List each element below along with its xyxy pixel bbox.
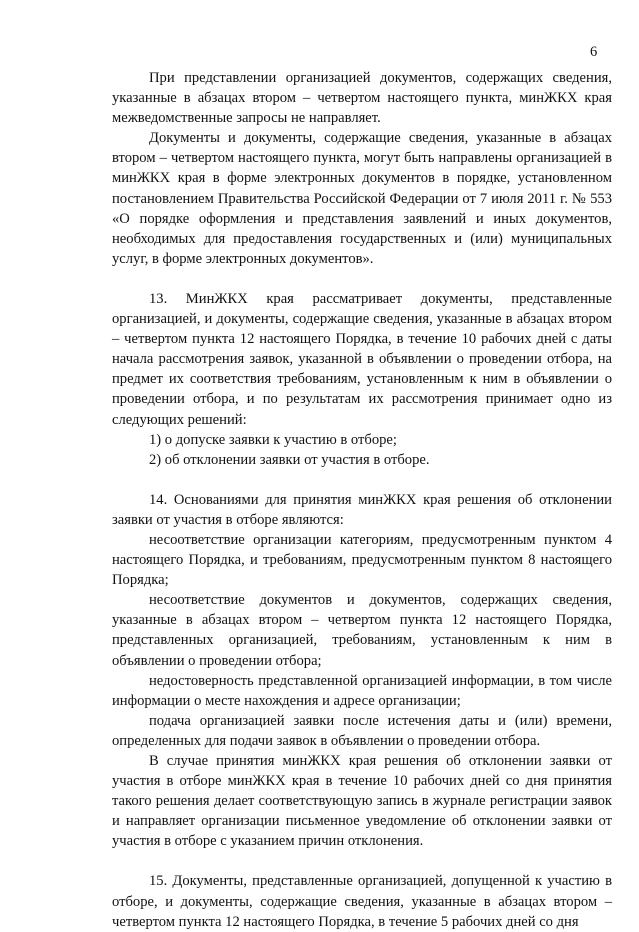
- paragraph: В случае принятия минЖКХ края решения об отклонении заявки от участия в отборе минЖКХ края в течение 10 рабочих дней со дня принятия такого решения делает соответствующую запись в журнале регистрации заявок и направляет организации письменное уведомление об отклонении заявки от участия в отборе с указанием причин отклонения.: [112, 753, 612, 850]
- section-gap: [112, 851, 612, 871]
- document-body: [112, 68, 612, 932]
- list-item: 1) о допуске заявки к участию в отборе;: [149, 431, 397, 448]
- paragraph: Документы и документы, содержащие сведения, указанные в абзацах втором – четвертом настоящего пункта, могут быть направлены организацией в минЖКХ края в форме электронных документов в порядке, установленном постановлением Правительства Российской Федерации от 7 июля 2011 г. № 553 «О порядке оформления и представления заявлений и иных документов, необходимых для предоставления государственных и (или) муниципальных услуг, в форме электронных документов».: [112, 130, 612, 267]
- paragraph: 15. Документы, представленные организацией, допущенной к участию в отборе, и документы, содержащие сведения, указанные в абзацах втором – четвертом пункта 12 настоящего Порядка, в течение 5 рабочих дней со дня: [112, 873, 612, 930]
- paragraph: 13. МинЖКХ края рассматривает документы, представленные организацией, и документы, содержащие сведения, указанные в абзацах втором – четвертом пункта 12 настоящего Порядка, в течение 10 рабочих дней с даты начала рассмотрения заявок, указанной в объявлении о проведении отбора, на предмет их соответствия требованиям, установленным к ним в объявлении о проведении отбора, и по результатам их рассмотрения принимает одно из следующих решений:: [112, 290, 612, 428]
- paragraph: подача организацией заявки после истечения даты и (или) времени, определенных для подачи заявок в объявлении о проведении отбора.: [112, 712, 612, 749]
- section-gap: [112, 269, 612, 289]
- paragraph: несоответствие документов и документов, содержащих сведения, указанные в абзацах втором – четвертом пункта 12 настоящего Порядка, представленных организацией, требованиям, установленным к ним в объявлении о проведении отбора;: [112, 592, 612, 669]
- paragraph: несоответствие организации категориям, предусмотренным пунктом 4 настоящего Порядка, и требованиям, предусмотренным пунктом 8 настоящего Порядка;: [112, 531, 612, 589]
- paragraph: При представлении организацией документов, содержащих сведения, указанные в абзацах втором – четвертом настоящего пункта, минЖКХ края межведомственные запросы не направляет.: [112, 70, 612, 127]
- section-gap: [112, 470, 612, 490]
- paragraph: недостоверность представленной организацией информации, в том числе информации о месте нахождения и адресе организации;: [112, 672, 612, 709]
- list-item: 2) об отклонении заявки от участия в отборе.: [149, 451, 430, 468]
- page-number: 6: [590, 44, 598, 60]
- paragraph: 14. Основаниями для принятия минЖКХ края решения об отклонении заявки от участия в отборе являются:: [112, 491, 612, 528]
